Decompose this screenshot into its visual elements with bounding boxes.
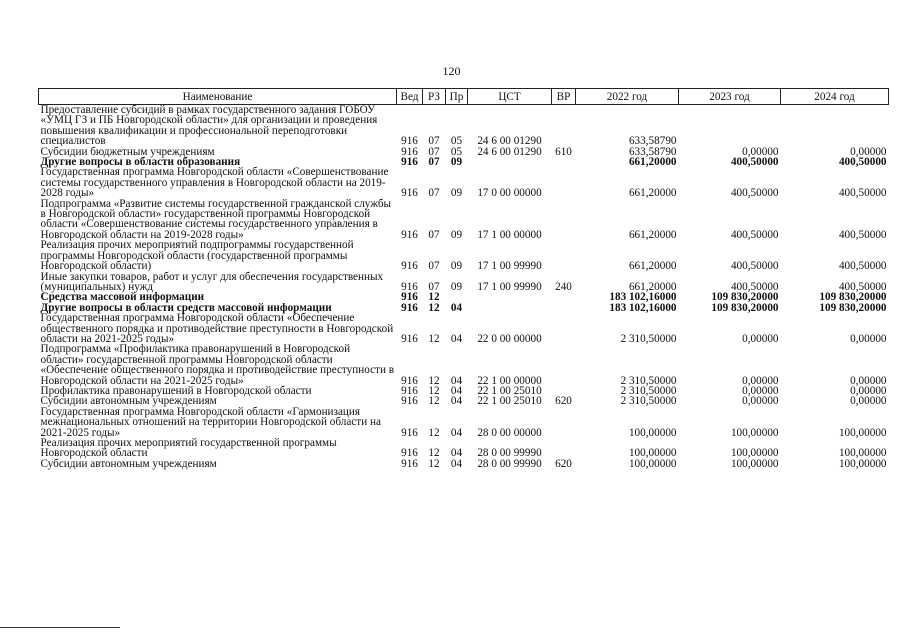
cell-y2024: 400,50000 [838,156,887,169]
col-header-2023: 2023 год [679,89,781,105]
cell-name: Подпрограмма «Профилактика правонарушений в Новгородской области» государственной программы Новгородской области «Обеспечение общественного порядка и противодействие преступности в Новгородской области на 2021-2025 годы» [40,343,395,387]
table-row [39,313,889,344]
cell-ved: 916 [401,135,418,148]
cell-cst [468,303,552,313]
cell-ved: 916 [401,228,418,241]
cell-rz: 07 [428,187,440,200]
cell-cst: 17 1 00 00000 [477,228,542,241]
cell-rz: 12 [428,384,440,397]
cell-vr: 610 [555,145,572,158]
cell-name: Государственная программа Новгородской области «Гармонизация межнациональных отношений на территории Новгородской области на 2021-2025 годы» [40,405,381,439]
cell-cst [468,292,552,302]
cell-vr [552,313,576,344]
cell-rz: 12 [428,395,440,408]
cell-y2023: 0,00000 [742,374,779,387]
cell-name: Реализация прочих мероприятий государственной программы Новгородской области [40,437,337,460]
cell-rz: 12 [428,291,440,304]
cell-ved: 916 [401,426,418,439]
cell-rz: 12 [428,426,440,439]
cell-cst: 28 0 00 00000 [477,426,542,439]
col-header-name: Наименование [39,89,397,105]
table-header-row [39,89,889,105]
cell-vr: 240 [555,280,572,293]
budget-table [38,88,889,469]
cell-cst: 28 0 00 99990 [477,457,542,470]
cell-name: Государственная программа Новгородской области «Совершенствование системы государственного управления в Новгородской области на 2019-2028 годы» [40,166,389,200]
cell-y2022: 100,00000 [628,426,677,439]
table-row [39,167,889,198]
cell-vr [552,167,576,198]
cell-vr: 620 [555,457,572,470]
cell-pr: 04 [450,426,463,439]
cell-rz: 07 [428,135,440,148]
col-header-pr: Пр [446,89,468,105]
cell-y2023: 400,50000 [730,156,779,169]
cell-rz: 12 [428,447,440,460]
cell-y2023: 0,00000 [742,145,779,158]
cell-y2024 [781,105,889,147]
cell-pr: 04 [450,301,463,314]
cell-y2023: 400,50000 [730,187,779,200]
cell-y2024: 400,50000 [838,280,887,293]
col-header-cst: ЦСТ [468,89,552,105]
cell-rz: 12 [428,332,440,345]
cell-ved: 916 [401,384,418,397]
cell-pr: 04 [450,384,463,397]
cell-y2022: 2 310,50000 [620,374,677,387]
cell-pr: 04 [450,374,463,387]
cell-ved: 916 [401,447,418,460]
cell-y2024: 100,00000 [838,426,887,439]
cell-name: Другие вопросы в области средств массовой информации [40,301,332,314]
table-row [39,199,889,241]
cell-vr [552,303,576,313]
cell-y2024: 109 830,20000 [819,301,887,314]
cell-name: Субсидии автономным учреждениям [40,395,217,408]
table-body [39,105,889,470]
cell-pr: 04 [450,332,463,345]
cell-rz: 12 [428,457,440,470]
cell-rz: 07 [428,156,440,169]
table-row [39,459,889,469]
cell-y2023: 400,50000 [730,260,779,273]
cell-vr [552,438,576,459]
cell-name: Субсидии автономным учреждениям [40,457,217,470]
cell-pr: 05 [450,135,463,148]
cell-vr [552,240,576,271]
cell-vr [552,292,576,302]
cell-y2023: 400,50000 [730,280,779,293]
table-row [39,105,889,147]
cell-ved: 916 [401,301,418,314]
cell-y2022: 2 310,50000 [620,395,677,408]
cell-pr: 05 [450,145,463,158]
cell-y2022: 661,20000 [628,280,677,293]
cell-vr [552,157,576,167]
cell-rz: 12 [428,301,440,314]
cell-vr [552,199,576,241]
cell-name: Профилактика правонарушений в Новгородской области [40,384,312,397]
cell-y2024: 400,50000 [838,187,887,200]
cell-y2024: 0,00000 [850,384,887,397]
cell-rz: 07 [428,280,440,293]
col-header-2024: 2024 год [781,89,889,105]
cell-cst: 22 1 00 00000 [477,374,542,387]
cell-rz: 07 [428,145,440,158]
cell-y2022: 100,00000 [628,447,677,460]
cell-rz: 07 [428,260,440,273]
cell-y2023: 0,00000 [742,395,779,408]
cell-y2022: 633,58790 [628,135,677,148]
cell-y2023: 100,00000 [730,447,779,460]
cell-vr [552,344,576,386]
cell-y2024: 0,00000 [850,145,887,158]
cell-pr: 09 [450,260,463,273]
cell-y2022: 661,20000 [628,228,677,241]
cell-pr: 04 [450,395,463,408]
cell-cst: 22 1 00 25010 [477,384,542,397]
cell-ved: 916 [401,145,418,158]
cell-ved: 916 [401,374,418,387]
cell-y2022: 633,58790 [628,145,677,158]
cell-vr [552,105,576,147]
cell-y2024: 109 830,20000 [819,291,887,304]
cell-name: Государственная программа Новгородской области «Обеспечение общественного порядка и противодействие преступности в Новгородской области на 2021-2025 годы» [40,312,394,345]
cell-y2022: 661,20000 [628,260,677,273]
cell-cst: 22 1 00 25010 [477,395,542,408]
cell-y2024: 400,50000 [838,228,887,241]
cell-y2023: 0,00000 [742,384,779,397]
cell-y2023: 100,00000 [730,426,779,439]
cell-cst: 28 0 00 99990 [477,447,542,460]
cell-rz: 12 [428,374,440,387]
cell-pr: 09 [450,228,463,241]
cell-pr: 09 [450,156,463,169]
cell-y2024: 100,00000 [838,457,887,470]
cell-name: Иные закупки товаров, работ и услуг для обеспечения государственных (муниципальных) нужд [40,270,384,293]
cell-ved: 916 [401,187,418,200]
cell-y2024: 0,00000 [850,395,887,408]
cell-name: Субсидии бюджетным учреждениям [40,145,215,158]
cell-y2022: 661,20000 [628,187,677,200]
col-header-2022: 2022 год [576,89,679,105]
cell-y2024: 0,00000 [850,374,887,387]
cell-y2023 [679,105,781,147]
cell-ved: 916 [401,280,418,293]
cell-ved: 916 [401,291,418,304]
cell-y2022: 100,00000 [628,457,677,470]
cell-name: Другие вопросы в области образования [40,156,241,169]
cell-name: Средства массовой информации [40,291,205,304]
cell-y2023: 100,00000 [730,457,779,470]
cell-pr: 09 [450,280,463,293]
col-header-ved: Вед [397,89,423,105]
page-number: 120 [442,64,461,78]
cell-cst: 24 6 00 01290 [477,135,542,148]
table-row [39,272,889,293]
table-row [39,344,889,386]
cell-y2023: 109 830,20000 [711,291,779,304]
cell-y2022: 2 310,50000 [620,332,677,345]
cell-vr: 620 [555,395,572,408]
col-header-vr: ВР [552,89,576,105]
cell-vr [552,407,576,438]
cell-ved: 916 [401,156,418,169]
cell-y2022: 183 102,16000 [609,301,677,314]
cell-y2023: 0,00000 [742,332,779,345]
footer-rule [0,627,120,628]
cell-pr: 04 [450,447,463,460]
cell-y2023: 109 830,20000 [711,301,779,314]
cell-y2024: 100,00000 [838,447,887,460]
cell-name: Подпрограмма «Развитие системы государственной гражданской службы в Новгородской области» государственной программы Новгородской области «Совершенствование системы государственного управления в Новгородской области на 2019-2028 годы» [40,197,392,241]
cell-y2022: 661,20000 [628,156,677,169]
cell-pr: 04 [450,457,463,470]
cell-pr: 09 [450,187,463,200]
cell-cst: 24 6 00 01290 [477,145,542,158]
cell-y2024: 0,00000 [850,332,887,345]
cell-y2022: 2 310,50000 [620,384,677,397]
cell-name: Реализация прочих мероприятий подпрограммы государственной программы Новгородской области (государственной программы Новгородской области) [40,239,354,273]
cell-y2024: 400,50000 [838,260,887,273]
cell-ved: 916 [401,260,418,273]
cell-cst: 17 1 00 99990 [477,260,542,273]
col-header-rz: РЗ [423,89,446,105]
cell-ved: 916 [401,332,418,345]
cell-y2023: 400,50000 [730,228,779,241]
cell-y2022: 183 102,16000 [609,291,677,304]
cell-cst: 17 0 00 00000 [477,187,542,200]
cell-name: Предоставление субсидий в рамках государственного задания ГОБОУ «УМЦ ГЗ и ПБ Новгородской области» для организации и проведения повышения квалификации и профессиональной переподготовки специалистов [40,104,378,148]
cell-ved: 916 [401,457,418,470]
table-row [39,407,889,438]
cell-cst: 22 0 00 00000 [477,332,542,345]
table-row [39,240,889,271]
cell-rz: 07 [428,228,440,241]
cell-cst [468,157,552,167]
table-row [39,438,889,459]
cell-cst: 17 1 00 99990 [477,280,542,293]
cell-ved: 916 [401,395,418,408]
